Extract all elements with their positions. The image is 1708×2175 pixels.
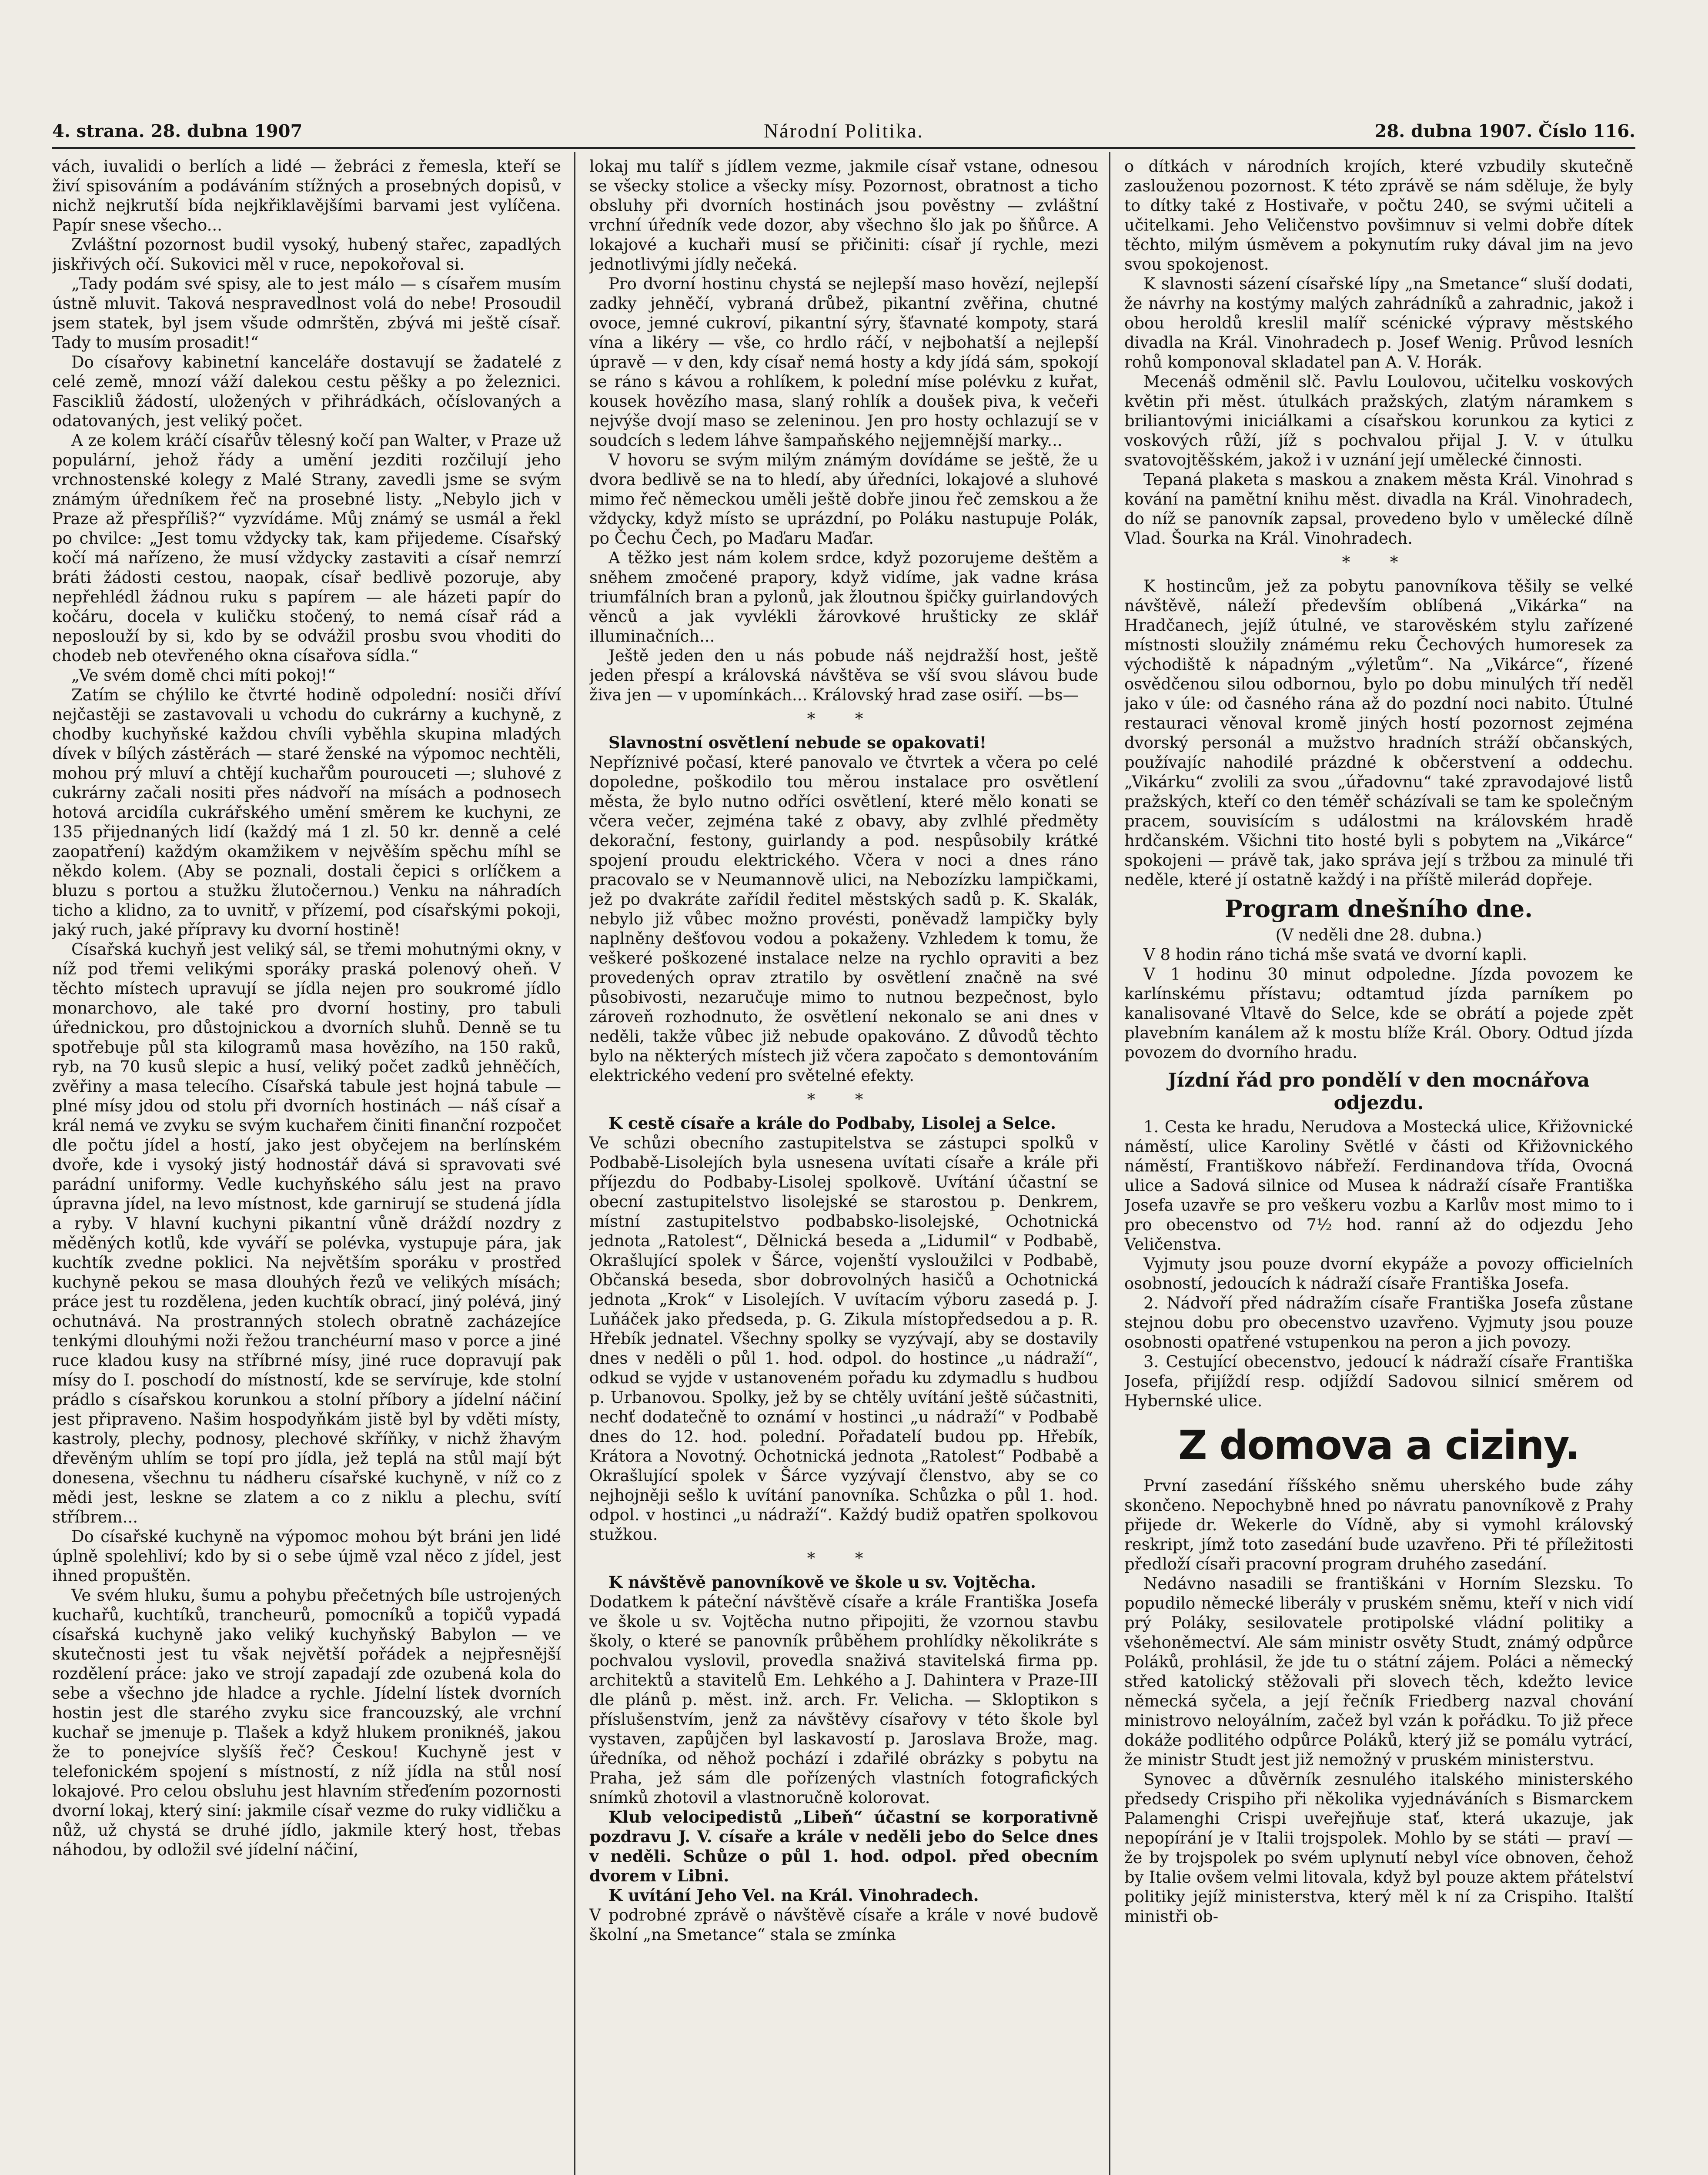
article-paragraph: Do císařovy kabinetní kanceláře dostavují se žadatelé z celé země, mnozí váží dalekou cestu pěšky a po železnici. Fascikliů žádostí, uložených v přihrádkách, očíslovaných a odatovaných, jest veliký počet. (52, 353, 561, 430)
page-header (52, 121, 1635, 149)
article-paragraph: Zvláštní pozornost budil vysoký, hubený stařec, zapadlých jiskřivých očí. Sukovici měl v ruce, nepokořoval si. (52, 235, 561, 274)
article-paragraph: K návštěvě panovníkově ve škole u sv. Vojtěcha. (608, 1573, 1036, 1592)
article-paragraph: Vyjmuty jsou pouze dvorní ekypáže a povozy officielních osobností, jedoucích k nádraží císaře Františka Josefa. (1124, 1255, 1633, 1293)
issue-date-number: 28. dubna 1907. Číslo 116. (1374, 121, 1635, 141)
column-1 (52, 157, 561, 2175)
section-heading: Z domova a ciziny. (1178, 1422, 1580, 1469)
column-2 (589, 157, 1098, 2175)
article-paragraph: A ze kolem kráčí císařův tělesný kočí pan Walter, v Praze už populární, jehož řády a umění jezditi rozčilují jeho vrchnostenské kolegy z Malé Strany, zavedli jsme se svým známým úředníkem řeč na prosebné listy. „Nebylo jich v Praze až přespříliš?“ vyzvídáme. Můj známý se usmál a řekl po chvilce: „Jest tomu vždycky tak, kam přijedeme. Císařský kočí má nařízeno, že musí vždycky zastaviti a císař nemrzí bráti žádosti cestou, naopak, císař bedlivě pozoruje, aby nepřehlédl žádnou ruku s papírem — ale házeti papír do kočáru, docela v kuličku stočený, to nemá císař rád a neposlouží by si, kdo by se odvážil prosbu svou vhoditi do chodeb neb otevřeného okna císařova sídla.“ (52, 431, 561, 665)
article-paragraph: 1. Cesta ke hradu, Nerudova a Mostecká ulice, Křižovnické náměstí, ulice Karoliny Světlé v části od Křižovnického náměstí, Františkovo nábřeží. Ferdinandova třída, Ovocná ulice a Sadová silnice od Musea k nádraží císaře Františka Josefa uzavře se pro veškeru vozbu a Karlův most mimo to i pro obecenstvo od 7½ hod. ranní až do odjezdu Jeho Veličenstva. (1124, 1118, 1633, 1254)
section-separator: * * (807, 1090, 881, 1109)
article-paragraph: A těžko jest nám kolem srdce, když pozorujeme deštěm a sněhem zmočené prapory, když vidíme, jak vadne krása triumfálních bran a pylonů, jak žloutnou špičky guirlandových věnců a jak vyvlékli žárovkové hrušticky ze sklář illuminačních... (589, 549, 1098, 646)
article-paragraph: K cestě císaře a krále do Podbaby, Lisolej a Selce. (608, 1114, 1056, 1133)
article-paragraph: lokaj mu talíř s jídlem vezme, jakmile císař vstane, odnesou se všecky stolice a všecky mísy. Pozornost, obratnost a ticho obsluhy při dvorních hostinách jsou pověstny — zvláštní vrchní úředník vede dozor, aby všechno šlo jak po šňůrce. A lokajové a kuchaři musí se přičiniti: císař jí rychle, mezi jednotlivými jídly nečeká. (589, 157, 1098, 274)
column-divider (1109, 152, 1110, 2175)
article-paragraph: Pro dvorní hostinu chystá se nejlepší maso hovězí, nejlepší zadky jehněčí, vybraná drůbež, pikantní zvěřina, chutné ovoce, jemné cukroví, pikantní sýry, šťavnaté kompoty, stará vína a likéry — vše, co hrdlo ráčí, v nejbohatší a nejlepší úpravě — v den, kdy císař nemá hosty a kdy jídá sám, spokojí se ráno s kávou a rohlíkem, k polední míse polévku z kuřat, kousek hovězího masa, slaný rohlík a doušek piva, k večeři nejvýše dvojí maso se zeleninou. Jen pro hosty ochlazují se v soudcích s ledem láhve šampaňského nejjemnější marky... (589, 274, 1098, 450)
column-divider (574, 152, 575, 2175)
article-paragraph: Tepaná plaketa s maskou a znakem města Král. Vinohrad s kování na pamětní knihu měst. divadla na Král. Vinohradech, do níž se panovník zapsal, provedeno bylo v umělecké dílně Vlad. Šourka na Král. Vinohradech. (1124, 470, 1633, 548)
article-paragraph: Dodatkem k páteční návštěvě císaře a krále Františka Josefa ve škole u sv. Vojtěcha nutno připojiti, že vzornou stavbu školy, o které se panovník průběhem prohlídky několikráte s pochvalou vyslovil, provedla snaživá stavitelská firma pp. architektů a stavitelů Em. Lehkého a J. Dahintera v Praze-III dle plánů p. měst. inž. arch. Fr. Velicha. — Skloptikon s příslušenstvím, jenž za návštěvy císařovy v této škole byl vystaven, zapůjčen byl laskavostí p. Jaroslava Brože, mag. úředníka, od něhož pochází i zdařilé obrázky s pobytu na Praha, jež sám dle pořízených vlastních fotografických snímků zhotovil a vlastnoručně kolorovat. (589, 1593, 1098, 1807)
article-paragraph: „Ve svém domě chci míti pokoj!“ (71, 666, 336, 685)
article-paragraph: Nedávno nasadili se františkáni v Horním Slezsku. To popudilo německé liberály v pruském sněmu, kteří v nich vidí prý Poláky, sesilovatele protipolské vládní politiky a všehoněmectví. Ale sám ministr osvěty Studt, známý odpůrce Poláků, prohlásil, že jde tu o státní zájem. Poláci a německý střed katolický stěžovali při slovech těch, kdežto levice německá syčela, a její řečník Friedberg nazval chování ministrovo neloyálním, začež byl vzán k pořádku. To již přece dokáže podlitého odpůrce Poláků, který již se pomálu vytrácí, že ministr Studt jest již nemožný v pruském ministerstvu. (1124, 1574, 1633, 1769)
article-paragraph: o dítkách v národních krojích, které vzbudily skutečně zaslouženou pozornost. K této zprávě se nám sděluje, že byly to dítky také z Hostivaře, v počtu 240, se svými učiteli a učitelkami. Jeho Veličenstvo povšimnuv si velmi dobře dítek těchto, milým úsměvem a pokynutím ruky dával jim na jevo svou spokojenost. (1124, 157, 1633, 274)
page-number-date: 4. strana. 28. dubna 1907 (52, 121, 303, 141)
article-paragraph: K uvítání Jeho Vel. na Král. Vinohradech. (608, 1886, 979, 1905)
article-paragraph: „Tady podám své spisy, ale to jest málo — s císařem musím ústně mluvit. Taková nespravedlnost volá do nebe! Prosoudil jsem statek, byl jsem všude odmrštěn, zbývá mi ještě císař. Tady to musím prosadit!“ (52, 274, 561, 352)
section-separator: * * (1342, 553, 1416, 572)
article-paragraph: vách, iuvalidi o berlích a lidé — žebráci z řemesla, kteří se živí spisováním a podáváním stížných a prosebných dopisů, v nichž nejkrutší bída nejkřiklavějšími barvami jest vylíčena. Papír snese všecho... (52, 157, 561, 234)
article-paragraph: Nepříznivé počasí, které panovalo ve čtvrtek a včera po celé dopoledne, poškodilo tou měrou instalace pro osvětlení města, že bylo nutno odříci osvětlení, které mělo konati se včera večer, zejména také z obavy, aby zvlhlé předměty dekorační, festony, guirlandy a pod. nespůsobily krátké spojení proudu elektrického. Včera v noci a dnes ráno pracovalo se v Neumannově ulici, na Nebozízku lampičkami, jež po dvakráte zařídil ředitel městských sadů p. K. Skalák, nebylo již vůbec možno provésti, poněvadž lampičky byly naplněny dešťovou vodou a pokaženy. Vzhledem k tomu, že veškeré poškozené instalace nelze na rychlo opraviti a bez provedených oprav ztratilo by osvětlení značně na své působivosti, nezaručuje mimo to nutnou bezpečnost, bylo zároveň rozhodnuto, že osvětlení nekonalo se ani dnes v neděli, takže vůbec již nebude opakováno. Z důvodů těchto bylo na některých místech již včera započato s demontováním elektrického vedení pro světelné efekty. (589, 753, 1098, 1085)
article-paragraph: 3. Cestující obecenstvo, jedoucí k nádraží císaře Františka Josefa, přijíždí resp. odjíždí Sadovou silnicí směrem od Hybernské ulice. (1124, 1352, 1633, 1410)
subheading: Jízdní řád pro pondělí v den mocnářova odjezdu. (1167, 1069, 1590, 1114)
section-separator: * * (807, 709, 881, 728)
article-paragraph: Slavnostní osvětlení nebude se opakovati! (608, 733, 987, 752)
article-paragraph: Do císařské kuchyně na výpomoc mohou být bráni jen lidé úplně spolehliví; kdo by si o sebe újmě vzal něco z jídel, jest ihned propuštěn. (52, 1527, 561, 1585)
article-paragraph: V podrobné zprávě o návštěvě císaře a krále v nové budově školní „na Smetance“ stala se zmínka (589, 1906, 1098, 1944)
section-separator: * * (807, 1549, 881, 1568)
column-3 (1124, 157, 1633, 2175)
article-paragraph: Ještě jeden den u nás pobude náš nejdražší host, ještě jeden přespí a královská návštěva se vší svou slávou bude živa jen — v upomínkách... Královský hrad zase osiří. —bs— (589, 646, 1098, 704)
article-paragraph: První zasedání říšského sněmu uherského bude záhy skončeno. Nepochybně hned po návratu panovníkově z Prahy přijede dr. Wekerle do Vídně, aby si vymohl královský reskript, jímž toto zasedání bude uzavřeno. Při té příležitosti předloží císaři pracovní program druhého zasedání. (1124, 1476, 1633, 1573)
article-paragraph: K hostincům, jež za pobytu panovníkova těšily se velké návštěvě, náleží především oblíbená „Vikárka“ na Hradčanech, jejíž útulné, ve starověském stylu zařízené místnosti sloužily známému reku Čechových humoresek za východiště k nápadným „výletům“. Na „Vikárce“, řízené osvědčenou silou odbornou, bylo po dobu minulých tří neděl jako v úle: od časného rána až do pozdní noci nabito. Útulné restauraci věnoval kromě jiných hostí pozornost zejména dvorský personál a mužstvo hradních stráží občanských, používajíc nahodilé prázdné k občerstvení a oddechu. „Vikárku“ zvolili za svou „úřadovnu“ také zpravodajové listů pražských, kteří co den téměř scházívali se tam ke společným pracem, souvisícím s událostmi na královském hradě hrdčanském. Všichni tito hosté byli s pobytem na „Vikárce“ spokojeni — právě tak, jako správa její s tržbou za minulé tři neděle, které jí ostatně každý i na příště milerád dopřeje. (1124, 577, 1633, 889)
article-paragraph: Mecenáš odměnil slč. Pavlu Loulovou, učitelku voskových květin při měst. útulkách pražských, zlatým náramkem s briliantovými iniciálkami a císařskou korunkou za kytici z voskových růží, jíž s pochvalou přijal J. V. v útulku svatovojtěšském, jakož i v uznání její umělecké činnosti. (1124, 372, 1633, 469)
article-paragraph: Synovec a důvěrník zesnulého italského ministerského předsedy Crispiho při několika vyjednáváních s Bismarckem Palamenghi Crispi uveřejňuje stať, která ukazuje, jak nepopírání je v Italii trojspolek. Mohlo by se státi — praví — že by trojspolek po svém uplynutí nebyl více obnoven, čehož by Italie ovšem velmi litovala, když byl pouze aktem přátelství politiky jejíž ministerstva, který měl k ní za Crispiho. Italští ministři ob- (1124, 1770, 1633, 1926)
article-paragraph: Ve schůzi obecního zastupitelstva se zástupci spolků v Podbabě-Lisolejích byla usnesena uvítati císaře a krále při příjezdu do Podbaby-Lisolej spolkově. Uvítání účastní se obecní zastupitelstvo lisolejské se starostou p. Denkrem, místní zastupitelstvo podbabsko-lisolejské, Ochotnická jednota „Ratolest“, Dělnická beseda a „Lidumil“ v Podbabě, Okrašlující spolek v Šárce, vojenští vysloužilci v Podbabě, Občanská beseda, sbor dobrovolných hasičů a Ochotnická jednota „Krok“ v Lisolejích. V uvítacím výboru zasedá p. J. Luňáček jako předseda, p. G. Zikula místopředsedou a p. R. Hřebík jednatel. Všechny spolky se vyzývají, aby se dostavily dnes v neděli o půl 1. hod. odpol. do hostince „u nádraží“, odkud se vyjde v ustanoveném pořadu ku zdymadlu s hudbou p. Urbanovou. Spolky, jež by se chtěly uvítání ještě súčastniti, nechť dodatečně to oznámí v hostinci „u nádraží“ v Podbabě dnes do 12. hod. polední. Pořadatelí budou pp. Hřebík, Krátora a Novotný. Ochotnická jednota „Ratolest“ Podbabě a Okrašlující spolek v Šárce vyzývají členstvo, aby se co nejhojněji sešlo k uvítání panovníka. Schůzka o půl 1. hod. odpol. v hostinci „u nádraží“. Každý budiž opatřen spolkovou stužkou. (589, 1134, 1098, 1544)
article-paragraph: Císařská kuchyň jest veliký sál, se třemi mohutnými okny, v níž pod třemi velikými sporáky praská polenový oheň. V těchto místech upravují se jídla nejen pro soukromé jídlo monarchovo, ale také pro dvorní hostiny, pro tabuli úřednickou, pro důstojnickou a dvorních sluhů. Denně se tu spotřebuje půl sta kilogramů masa hovězího, na 150 raků, ryb, na 70 kusů slepic a husí, veliký počet zadků jehněčích, zvěřiny a masa telecího. Císařská tabule jest hojná tabule — plné mísy jdou od stolu při dvorních hostinách — náš císař a král nemá ve zvyku se svým kuchařem činiti finanční rozpočet dle počtu jídel a hostí, jako jest obyčejem na berlínském dvoře, kde i vysoký jistý hodnostář dává si spravovati své parádní uniformy. Vedle kuchyňského sálu jest na pravo úpravna jídel, na levo místnost, kde garnirují se studená jídla a ryby. V hlavní kuchyni pikantní vůně dráždí nozdry z měděných kotlů, kde vyváří se polévka, vystupuje pára, jak kuchtík zvedne poklici. Na největším sporáku v prostřed kuchyně pekou se masa dlouhých řezů ve velikých mísách; práce jest tu rozdělena, jeden kuchtík obrací, jiný polévá, jiný ochutnává. Na prostranných stolech obratně zacházejíce tenkými dlouhými noži řežou tranchéurní maso v porce a jiné ruce kladou kusy na stříbrné mísy, jiné ruce dopravují pak mísy do I. poschodí do místností, kde se servíruje, kde stolní prádlo s císařskou korunkou a stolní příbory a jídelní náčiní jest připraveno. Našim hospodyňkám jistě byl by vděti místy, kastroly, plechy, podnosy, plechové skříňky, v nichž žhavým dřevěným uhlím se topí pro jídla, jež teplá na stůl mají být donesena, všechnu tu nádheru císařské kuchyně, v níž co z mědi jest, leskne se zlatem a co z niklu a plechu, svítí stříbrem... (52, 940, 561, 1526)
article-paragraph: V 8 hodin ráno tichá mše svatá ve dvorní kapli. (1143, 945, 1528, 964)
newspaper-title: Národní Politika. (764, 120, 924, 142)
article-paragraph: Zatím se chýlilo ke čtvrté hodině odpolední: nosiči dříví nejčastěji se zastavovali u vchodu do cukrárny a kuchyně, z chodby kuchyňské každou chvíli vyběhla skupina mladých dívek v bílých zástěrách — staré ženské na výpomoc nechtěli, mohou prý mluví a chtějí kuchařům pourouceti —; sluhové z cukrárny začali nositi přes nádvoří na mísách a podnosech hotová arcidíla cukrářského umění směrem ke kuchyni, ze 135 přijednaných lidí (každý má 1 zl. 50 kr. denně a celé zaopatření) každým okamžikem v nejvěším spěchu míhl se někdo kolem. (Aby se poznali, dostali čepici s orlíčkem a bluzu s portou a stužku žlutočernou.) Venku na náhradích ticho a klidno, za to uvnitř, v přízemí, pod císařskými pokoji, jaký ruch, jaké přípravy ku dvorní hostině! (52, 686, 561, 939)
article-paragraph: Ve svém hluku, šumu a pohybu přečetných bíle ustrojených kuchařů, kuchtíků, trancheurů, pomocníků a topičů vypadá císařská kuchyně jako veliký kuchyňský Babylon — ve skutečnosti jest tu však největší pořádek a nejpřesnější rozdělení práce: jako ve strojí zapadají zde ozubená kola do sebe a všechno jde hladce a rychle. Jídelní lístek dvorních hostin jest dle starého zvyku sice francouzský, ale vrchní kuchař se jmenuje p. Tlašek a když hlukem proniknéš, jakou že to ponejvíce slyšíš řeč? Českou! Kuchyně jest v telefonickém spojení s místností, z níž jídla na stůl nosí lokajové. Pro celou obsluhu jest hlavním střeďením pozornosti dvorní lokaj, který siní: jakmile císař vezme do ruky vidličku a nůž, už chystá se druhé jídlo, jakmile který host, třebas náhodou, by odložil své jídelní náčiní, (52, 1586, 561, 1859)
article-paragraph: V hovoru se svým milým známým dovídáme se ještě, že u dvora bedlivě se na to hledí, aby úředníci, lokajové a sluhové mimo řeč německou uměli ještě dobře jinou řeč zemskou a že vždycky, když místo se uprázdní, po Poláku nastupuje Polák, po Čechu Čech, po Maďaru Maďar. (589, 451, 1098, 548)
article-paragraph: V 1 hodinu 30 minut odpoledne. Jízda povozem ke karlínskému přístavu; odtamtud jízda parníkem po kanalisované Vltavě do Selce, kde se obrátí a pojede zpět plavebním kanálem až k mostu blíže Král. Obory. Odtud jízda povozem do dvorního hradu. (1124, 965, 1633, 1062)
article-paragraph: K slavnosti sázení císařské lípy „na Smetance“ sluší dodati, že návrhy na kostýmy malých zahrádníků a zahradnic, jakož i obou heroldů kreslil malíř scénické výpravy městského divadla na Král. Vinohradech p. Josef Wenig. Průvod lesních rohů komponoval skladatel pan A. V. Horák. (1124, 274, 1633, 371)
article-paragraph: Klub velocipedistů „Libeň“ účastní se korporativně pozdravu J. V. císaře a krále v neděli jebo do Selce dnes v neděli. Schůze o půl 1. hod. odpol. před obecním dvorem v Libni. (589, 1807, 1098, 1885)
schedule-date: (V neděli dne 28. dubna.) (1275, 926, 1482, 944)
article-paragraph: 2. Nádvoří před nádražím císaře Františka Josefa zůstane stejnou dobu pro obecenstvo uzavřeno. Vyjmuty jsou pouze osobnosti opatřené vstupenkou na peron a jich povozy. (1124, 1294, 1633, 1352)
program-heading: Program dnešního dne. (1224, 895, 1533, 923)
